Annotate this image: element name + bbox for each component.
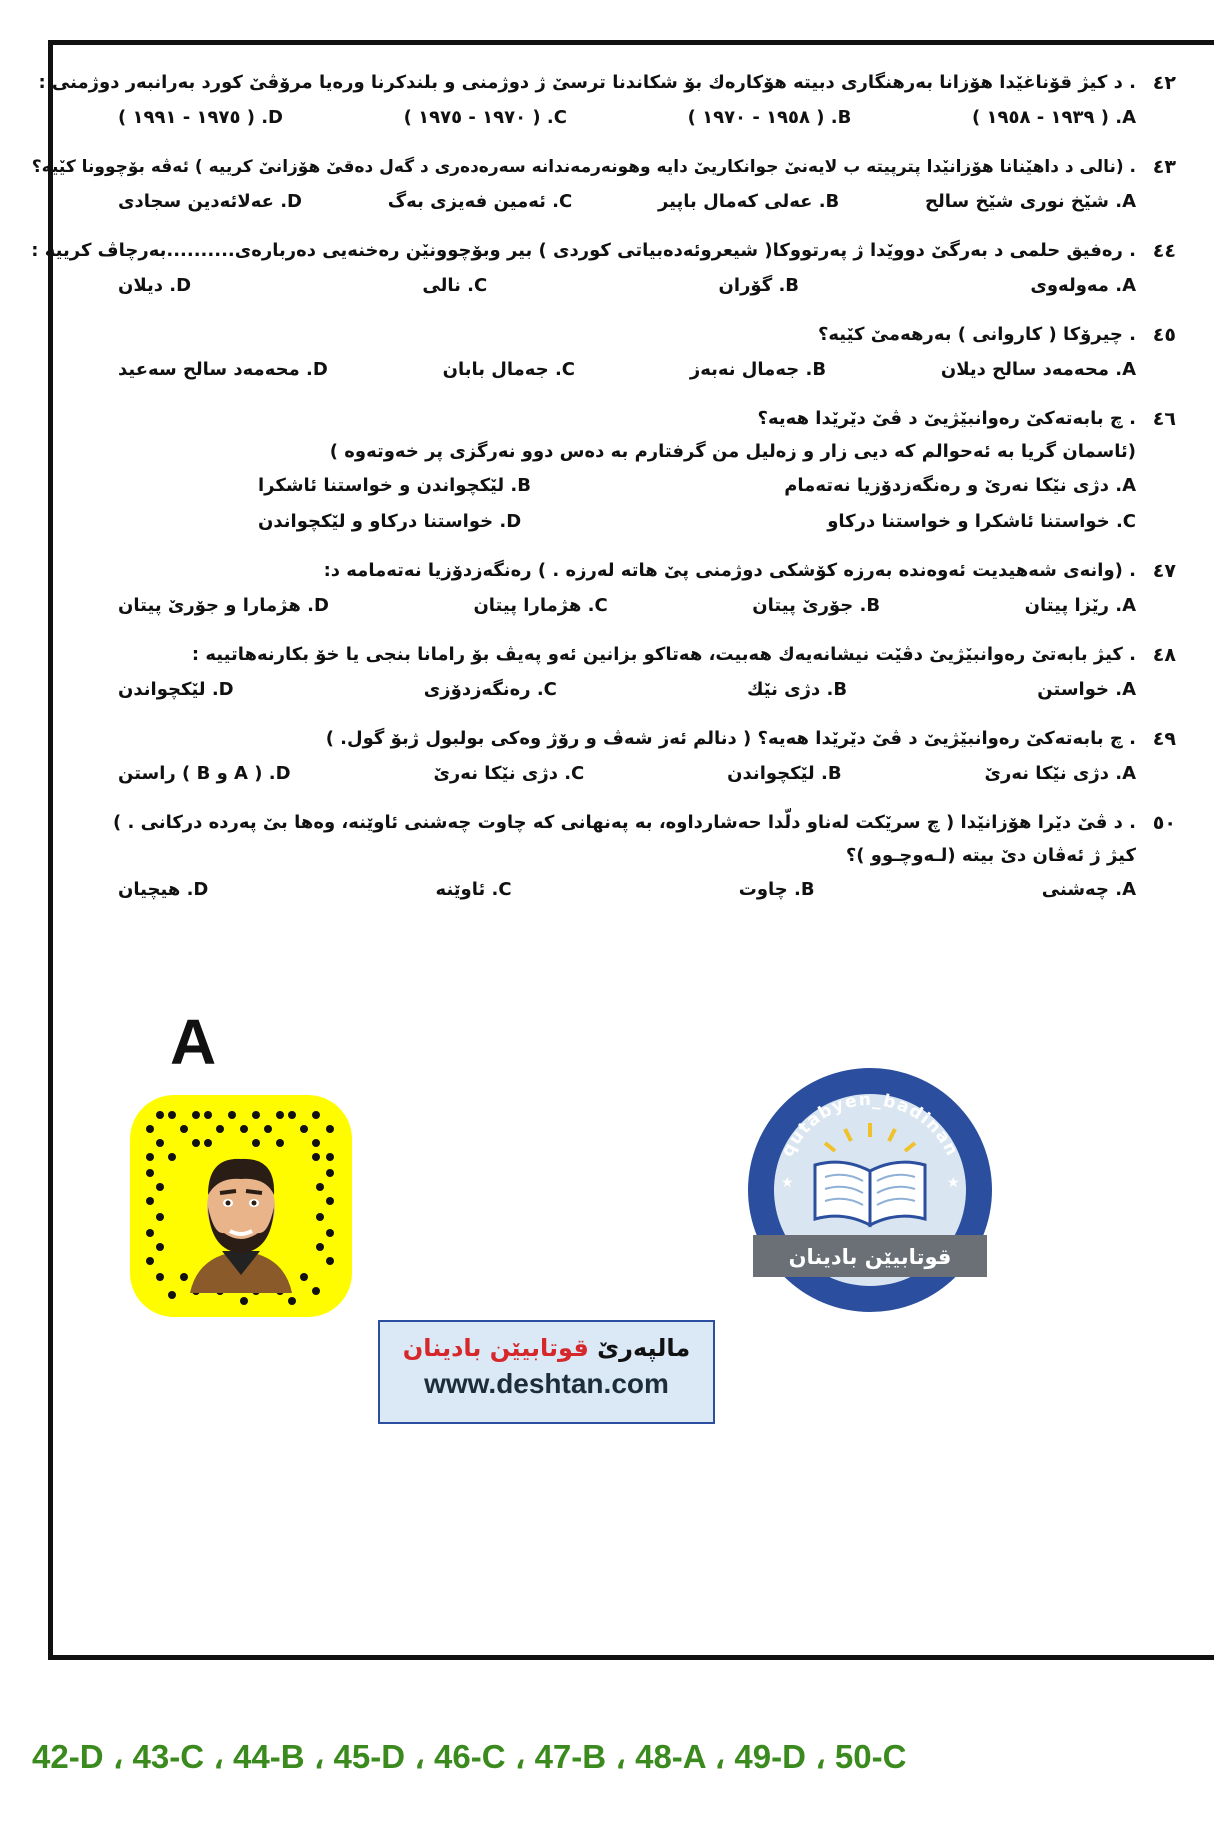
option-d: D. ليٚكچواندن [118,679,234,700]
question-48 [58,638,1176,708]
options-row [58,468,1176,504]
question-number: ٤٨ [1152,644,1176,666]
question-number: ٤٧ [1152,560,1176,582]
question-stem: ٥٠ . د ڤىٚ ديٚرا هوٚزانيٚدا ( چ سريٚكت لەناو دلّدا حەشارداوە، بە پەنهانى كە چاوت چەشنى ئاوێنە، وەها بىٚ پەردە دركانى . ) [58,806,1176,840]
answer-key: 42-D ، 43-C ، 44-B ، 45-D ، 46-C ، 47-B ، 48-A ، 49-D ، 50-C [32,1738,907,1775]
question-number: ٤٤ [1152,240,1176,262]
option-b: B. جەمال نەبەز [689,359,827,380]
snapcode-qr [130,1095,352,1317]
question-number: ٤٩ [1152,728,1176,750]
website-title: مالپەرێ قوتابيێن بادينان [402,1334,691,1362]
option-b: B. ليٚكچواندن [727,763,842,784]
option-d: D. ( ١٩٧٥ - ١٩٩١ ) [118,107,283,128]
logo-graphic [745,1065,995,1315]
question-list [31,66,1176,922]
option-b: B. عەلی كەمال باپير [657,191,840,212]
exam-version-letter: A [170,1006,217,1078]
question-stem: ٤٥ . چيروٚكا ( كاروانى ) بەرهەمىٚ كيٚيە؟ [58,318,1176,352]
question-number: ٥٠ [1152,812,1176,834]
option-c: C. نالى [422,275,488,296]
option-c: C. رەنگەزدوٚزى [423,679,557,700]
website-banner[interactable] [378,1320,715,1424]
question-number: ٤٢ [1152,72,1176,94]
options-row [58,672,1176,708]
question-42 [38,66,1176,136]
option-b: B. چاوت [738,879,815,900]
option-d: D. خواستنا دركاو و ليٚكچواندن [258,511,522,532]
option-d: D. عەلائەدين سجادى [118,191,302,212]
question-47 [58,554,1176,624]
logo-arc-text: qutabyen_badinan [777,1089,963,1160]
question-50 [58,806,1176,908]
question-45 [58,318,1176,388]
option-a: A. ( ١٩٣٩ - ١٩٥٨ ) [972,107,1136,128]
option-c: C. هژمارا پيتان [473,595,608,616]
option-a: A. چەشنى [1041,879,1136,900]
options-row [58,268,1176,304]
option-c: C. ئەمين فەيزى بەگ [387,191,573,212]
option-d: D. ديلان [118,275,192,296]
question-44 [31,234,1176,304]
option-a: A. شيٚخ نوری شيٚخ سالح [925,191,1136,212]
question-verse: (ئاسمان گريا بە ئەحوالم كە ديى زار و زەليل من گرفتارم بە دەس دوو نەرگزى پر خەوتەوە ) [329,441,1136,462]
question-number: ٤٣ [1152,156,1176,178]
question-number: ٤٥ [1152,324,1176,346]
question-number: ٤٦ [1152,408,1176,430]
option-c: C. ئاوێنە [435,879,512,900]
option-b: B. گوٚران [718,275,800,296]
option-a: A. محەمەد سالح ديلان [940,359,1136,380]
option-b: B. ( ١٩٥٨ - ١٩٧٠ ) [687,107,852,128]
option-d: D. هژمارا و جوٚرىٚ پيتان [118,595,329,616]
open-book-icon [815,1162,925,1225]
option-d: D. محەمەد سالح سەعيد [118,359,328,380]
options-row [58,504,1176,540]
option-d: D. ( A و B ) راستن [118,763,291,784]
option-b: B. ليٚكچواندن و خواستنا ئاشكرا [258,475,531,496]
question-stem: ٤٢ . د كيژ قوٚناغيٚدا هوٚزانا بەرهنگاری دبيتە هوٚكارەك بوٚ شكاندنا ترسىٚ ژ دوژمنى و بلندكرنا ورەيا مروٚڤىٚ كورد بەرانبەر دوژمنى : [58,66,1176,100]
option-a: A. دژى نيٚكا نەرىٚ [984,763,1136,784]
question-43 [31,150,1176,220]
option-a: A. مەولەوى [1030,275,1136,296]
question-stem: ٤٦ . چ بابەتەكىٚ رەوانبيٚژيىٚ د ڤىٚ ديٚريٚدا هەيە؟ [58,402,1176,436]
option-c: C. ( ١٩٧٠ - ١٩٧٥ ) [403,107,567,128]
options-row [58,184,1176,220]
options-row [58,756,1176,792]
option-c: C. جەمال بابان [442,359,576,380]
question-46 [58,402,1176,540]
question-subquestion: كيژ ژ ئەڤان دىٚ بيتە (لـەوچـوو )؟ [845,845,1136,866]
logo-band-text: قوتابيێن بادينان [788,1245,952,1269]
website-url-link[interactable]: www.deshtan.com [424,1368,669,1399]
question-stem: ٤٧ . (وانەى شەهيديت ئەوەندە بەرزە كوٚشكى دوژمنى پىٚ هاتە لەرزە . ) رەنگەزدوٚزيا نەتەمامە د: [58,554,1176,588]
options-row [58,872,1176,908]
star-icon: ★ [947,1175,960,1191]
options-row [58,588,1176,624]
question-stem: ٤٩ . چ بابەتەكىٚ رەوانبيٚژيىٚ د ڤىٚ ديٚريٚدا هەيە؟ ( دنالم ئەز شەڤ و روٚژ وەكى بولبول ژبوٚ گول. ) [58,722,1176,756]
option-b: B. دژى نيٚك [747,679,848,700]
question-stem: ٤٨ . كيژ بابەتىٚ رەوانبيٚژيىٚ دڤيٚت نيشانەيەك هەبيت، هەتاكو بزانين ئەو پەيڤ بوٚ رامانا بنجى يا خوٚ بكارنەهاتييە : [58,638,1176,672]
option-a: A. خواستن [1037,679,1136,700]
option-c: C. دژى نيٚكا نەرىٚ [433,763,585,784]
option-b: B. جوٚرىٚ پيتان [752,595,881,616]
star-icon: ★ [781,1175,794,1191]
snapcode-dots [130,1095,352,1317]
option-a: A. دژى نيٚكا نەرىٚ و رەنگەزدوٚزيا نەتەمام [784,475,1136,496]
option-a: A. ريٚزا پيتان [1024,595,1136,616]
option-c: C. خواستنا ئاشكرا و خواستنا دركاو [827,511,1136,532]
options-row [58,100,1176,136]
website-title-highlight: قوتابيێن بادينان [402,1334,589,1362]
qutabyen-badinan-logo [745,1065,995,1315]
question-stem: ٤٣ . (نالی د داهيٚنانا هوٚزانيٚدا پترپيتە ب لايەنىٚ جوانكاريىٚ دايە وهونەرمەندانە سەرەدەرى د گەل دەقىٚ هوٚزانىٚ كرييە ) ئەڤە بوٚچوونا كيٚيە؟ [58,150,1176,184]
options-row [58,352,1176,388]
question-49 [58,722,1176,792]
option-d: D. هيچيان [118,879,209,900]
question-stem: ٤٤ . رەفيق حلمى د بەرگىٚ دوويٚدا ژ پەرتووكا( شيعروئەدەبياتى كوردى ) بير وبوٚچوونيٚن رەخنەيى دەربارەى..........بەرچاڤ كرييە : [58,234,1176,268]
avatar [190,1159,292,1293]
